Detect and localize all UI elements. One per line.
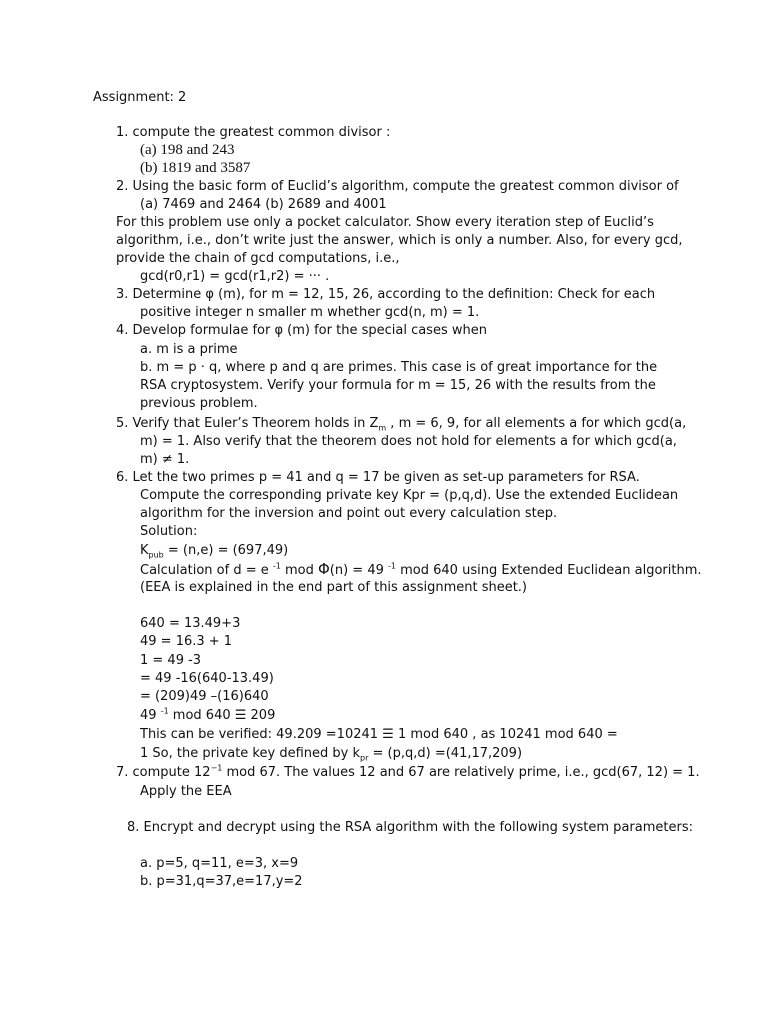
- q5-text-2: m) = 1. Also verify that the theorem does not hold for elements a for which gcd(a,: [140, 434, 677, 449]
- q6-text-3: algorithm for the inversion and point out every calculation step.: [140, 506, 558, 521]
- q5-zm-sub: m: [378, 423, 387, 433]
- q2-note-2: algorithm, i.e., don’t write just the answer, which is only a number. Also, for every gcd,: [116, 233, 683, 248]
- q2-note-1: For this problem use only a pocket calculator. Show every iteration step of Euclid’s: [116, 215, 654, 230]
- q6-calc-d: mod 640 using Extended Euclidean algorithm.: [396, 563, 702, 578]
- q5-text-1: [116, 415, 686, 432]
- q7-text-1a: 7. compute 12: [116, 765, 211, 780]
- q6-calc-b: mod: [280, 563, 318, 578]
- q8-text: 8. Encrypt and decrypt using the RSA algorithm with the following system parameters:: [127, 820, 693, 835]
- q6-inverse: [140, 707, 275, 724]
- q6-verify: This can be verified: 49.209 =10241 ☰ 1 mod 640 , as 10241 mod 640 =: [140, 727, 618, 742]
- q7-text-2: Apply the EEA: [140, 784, 232, 799]
- q6-calc-a: Calculation of d = e: [140, 563, 273, 578]
- q4-text: 4. Develop formulae for φ (m) for the special cases when: [116, 323, 487, 338]
- q6-text-2: Compute the corresponding private key Kpr = (p,q,d). Use the extended Euclidean: [140, 488, 679, 503]
- q6-inv-a: 49: [140, 708, 161, 723]
- q5-text-1a: 5. Verify that Euler’s Theorem holds in Z: [116, 416, 379, 431]
- q6-step-3: 1 = 49 -3: [140, 653, 202, 668]
- q6-step-1: 640 = 13.49+3: [140, 616, 241, 631]
- q6-final-a: 1 So, the private key defined by k: [140, 746, 360, 761]
- q6-kpub: [140, 542, 288, 559]
- q6-eea-note: (EEA is explained in the end part of this assignment sheet.): [140, 580, 528, 595]
- q6-calc-sup-2: -1: [388, 561, 396, 571]
- q6-final-sub: pr: [360, 753, 369, 763]
- q6-kpub-k: K: [140, 543, 149, 558]
- q6-inv-b: mod 640 ☰ 209: [168, 708, 276, 723]
- q8-b: b. p=31,q=37,e=17,y=2: [140, 874, 303, 889]
- q6-kpub-rest: = (n,e) = (697,49): [163, 543, 289, 558]
- assignment-title: Assignment: 2: [93, 90, 187, 105]
- q7-sup: −1: [210, 763, 223, 773]
- q5-text-3: m) ≠ 1.: [140, 452, 190, 467]
- q7-text-1b: mod 67. The values 12 and 67 are relatively prime, i.e., gcd(67, 12) = 1.: [222, 765, 700, 780]
- q6-calc-sup-1: -1: [272, 561, 281, 571]
- q2-chain: gcd(r0,r1) = gcd(r1,r2) = ··· .: [140, 269, 330, 284]
- q3-text-1: 3. Determine φ (m), for m = 12, 15, 26, according to the definition: Check for each: [116, 287, 656, 302]
- q6-step-2: 49 = 16.3 + 1: [140, 634, 233, 649]
- q4-b-3: previous problem.: [140, 396, 258, 411]
- q1-a: (a) 198 and 243: [140, 142, 235, 158]
- q6-text-1: 6. Let the two primes p = 41 and q = 17 be given as set-up parameters for RSA.: [116, 470, 640, 485]
- q5-text-1b: , m = 6, 9, for all elements a for which gcd(a,: [386, 416, 687, 431]
- q2-text: 2. Using the basic form of Euclid’s algorithm, compute the greatest common divisor of: [116, 179, 679, 194]
- q6-kpub-sub: pub: [148, 550, 164, 560]
- q6-final-b: = (p,q,d) =(41,17,209): [368, 746, 523, 761]
- q2-note-3: provide the chain of gcd computations, i.e.,: [116, 251, 400, 266]
- q8-a: a. p=5, q=11, e=3, x=9: [140, 856, 299, 871]
- q6-calculation: [140, 561, 702, 579]
- q6-calc-c: (n) = 49: [329, 563, 389, 578]
- phi-symbol: Φ: [317, 560, 330, 578]
- q6-private-key: [140, 745, 522, 762]
- q6-inv-sup: -1: [160, 706, 169, 716]
- q4-b-2: RSA cryptosystem. Verify your formula for m = 15, 26 with the results from the: [140, 378, 656, 393]
- q2-sub: (a) 7469 and 2464 (b) 2689 and 4001: [140, 197, 387, 212]
- q3-text-2: positive integer n smaller m whether gcd(n, m) = 1.: [140, 305, 480, 320]
- q1-text: 1. compute the greatest common divisor :: [116, 125, 391, 140]
- q4-a: a. m is a prime: [140, 342, 238, 357]
- q1-b: (b) 1819 and 3587: [140, 160, 251, 176]
- q6-step-5: = (209)49 –(16)640: [140, 689, 269, 704]
- q6-solution-label: Solution:: [140, 524, 198, 539]
- q6-step-4: = 49 -16(640-13.49): [140, 671, 274, 686]
- q7-text-1: [116, 764, 700, 781]
- q4-b-1: b. m = p · q, where p and q are primes. This case is of great importance for the: [140, 360, 658, 375]
